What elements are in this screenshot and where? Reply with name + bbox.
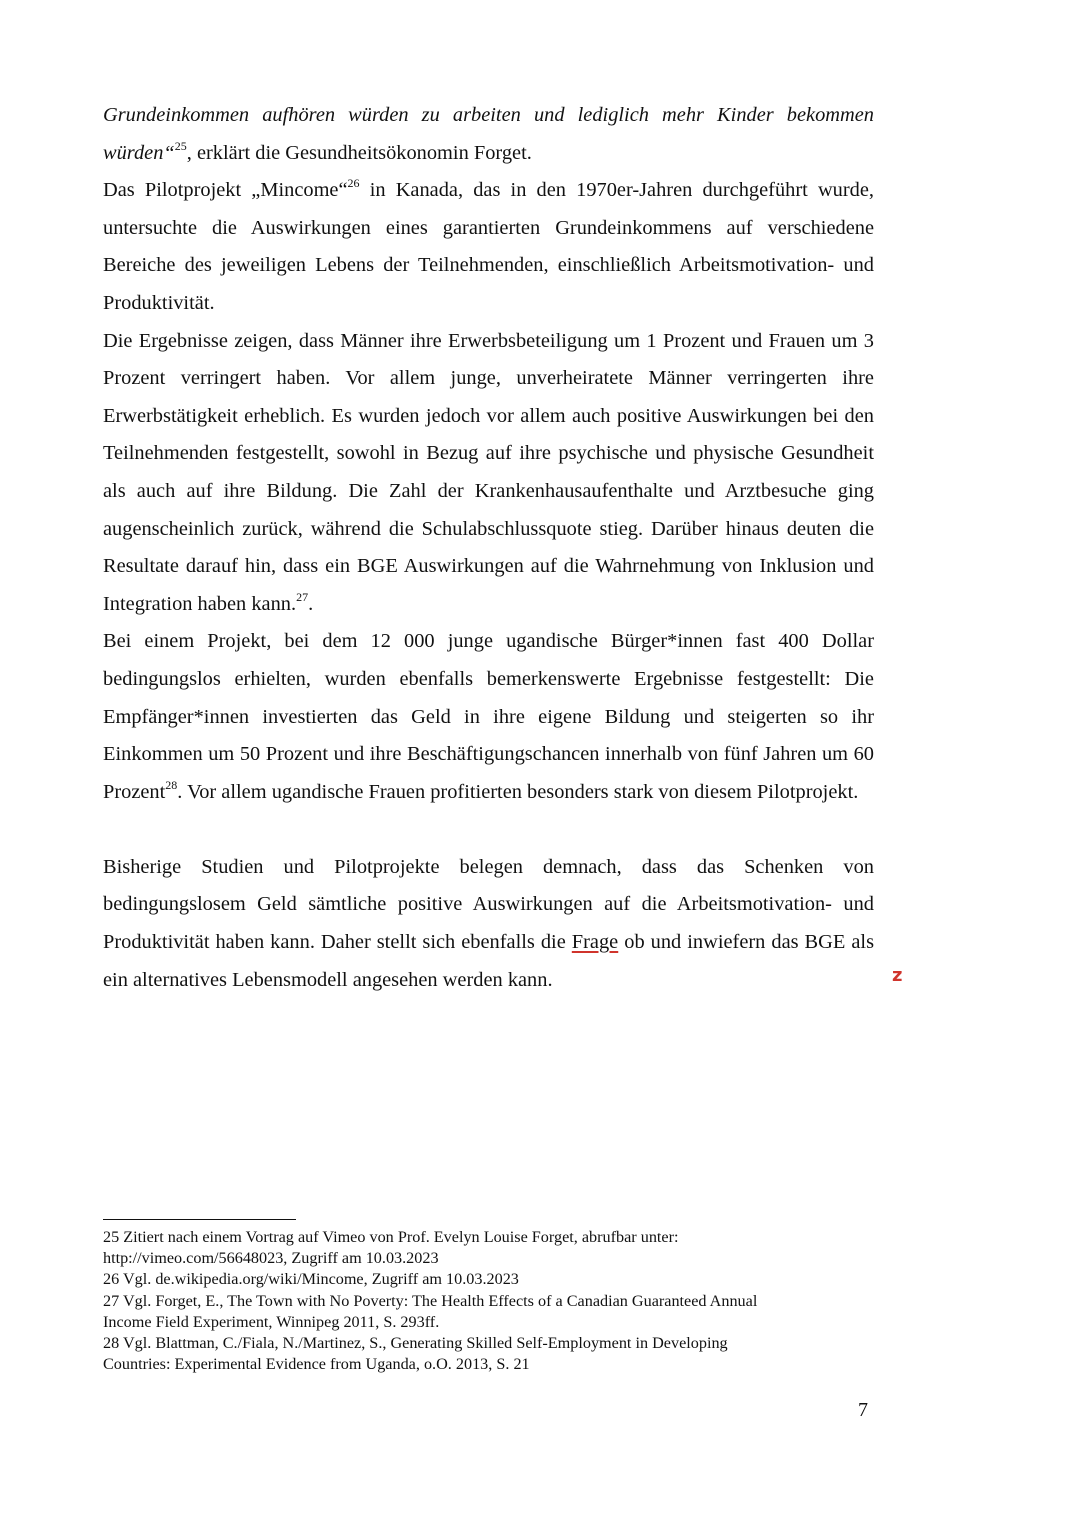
- paragraph-4: [103, 623, 874, 811]
- footnote-ref-25: 25: [174, 138, 187, 153]
- paragraph-text: in Kanada, das in den 1970er-Jahren durchgeführt wurde, untersuchte die Auswirkungen eines garantierten Grundeinkommens auf verschiedene Bereiche des jeweiligen Lebens der Teilnehmenden, einschließlich Arbeitsmotivation- und Produktivität.: [103, 179, 874, 314]
- paragraph-text: Das Pilotprojekt „Mincome“: [103, 179, 348, 202]
- footnote-ref-26: 26: [347, 176, 360, 191]
- footnote-ref-27: 27: [296, 589, 309, 604]
- paragraph-text: , erklärt die Gesundheitsökonomin Forget.: [186, 141, 532, 164]
- footnote-line: Countries: Experimental Evidence from Uganda, o.O. 2013, S. 21: [103, 1355, 530, 1374]
- body-text: [103, 97, 874, 999]
- footnote-25: [103, 1227, 863, 1269]
- footnote-separator: [103, 1219, 296, 1220]
- paragraph-3: [103, 323, 874, 624]
- footnotes: [103, 1227, 863, 1375]
- paragraph-1: [103, 97, 874, 172]
- paragraph-text: Bei einem Projekt, bei dem 12 000 junge ugandische Bürger*innen fast 400 Dollar bedingungslos erhielten, wurden ebenfalls bemerkenswerte Ergebnisse festgestellt: Die Empfänger*innen investierten das Geld in ihre eigene Bildung und steigerten so ihr Einkommen um 50 Prozent und ihre Beschäftigungschancen innerhalb von fünf Jahren um 60 Prozent: [103, 630, 874, 803]
- footnote-line: Income Field Experiment, Winnipeg 2011, S. 293ff.: [103, 1312, 440, 1331]
- footnote-28: [103, 1333, 863, 1375]
- footnote-ref-28: 28: [165, 777, 178, 792]
- paragraph-text: .: [308, 592, 314, 615]
- quote-text: Grundeinkommen aufhören würden zu arbeiten und lediglich mehr Kinder bekommen würden“: [103, 104, 874, 164]
- footnote-line: 26 Vgl. de.wikipedia.org/wiki/Mincome, Zugriff am 10.03.2023: [103, 1270, 519, 1289]
- correction-underline: Frage: [571, 931, 619, 954]
- footnote-27: [103, 1291, 863, 1333]
- paragraph-2: [103, 172, 874, 322]
- footnote-26: [103, 1269, 863, 1290]
- correction-margin-mark: z: [892, 965, 903, 986]
- footnote-line: 27 Vgl. Forget, E., The Town with No Poverty: The Health Effects of a Canadian Guaranteed Annual: [103, 1291, 758, 1310]
- paragraph-text: Die Ergebnisse zeigen, dass Männer ihre Erwerbsbeteiligung um 1 Prozent und Frauen um 3 Prozent verringert haben. Vor allem junge, unverheiratete Männer verringerten ihre Erwerbstätigkeit erheblich. Es wurden jedoch vor allem auch positive Auswirkungen bei den Teilnehmenden festgestellt, sowohl in Bezug auf ihre psychische und physische Gesundheit als auch auf ihre Bildung. Die Zahl der Krankenhausaufenthalte und Arztbesuche ging augenscheinlich zurück, während die Schulabschlussquote stieg. Darüber hinaus deuten die Resultate darauf hin, dass ein BGE Auswirkungen auf die Wahrnehmung von Inklusion und Integration haben kann.: [103, 329, 874, 615]
- footnote-line: 28 Vgl. Blattman, C./Fiala, N./Martinez, S., Generating Skilled Self-Employment in Developing: [103, 1334, 728, 1353]
- page-number: 7: [858, 1399, 868, 1421]
- footnote-line: 25 Zitiert nach einem Vortrag auf Vimeo von Prof. Evelyn Louise Forget, abrufbar unter:: [103, 1228, 679, 1246]
- paragraph-text: . Vor allem ugandische Frauen profitierten besonders stark von diesem Pilotprojekt.: [177, 780, 859, 803]
- paragraph-5: [103, 849, 874, 999]
- paragraph-text: ob und inwiefern das BGE als ein alternatives Lebensmodell angesehen werden kann.: [103, 931, 875, 991]
- paragraph-gap: [103, 811, 874, 849]
- paragraph-text: Bisherige Studien und Pilotprojekte belegen demnach, dass das Schenken von bedingungslosem Geld sämtliche positive Auswirkungen auf die Arbeitsmotivation- und Produktivität haben kann. Daher stellt sich ebenfalls die: [103, 855, 874, 954]
- footnote-line: http://vimeo.com/56648023, Zugriff am 10.03.2023: [103, 1249, 439, 1268]
